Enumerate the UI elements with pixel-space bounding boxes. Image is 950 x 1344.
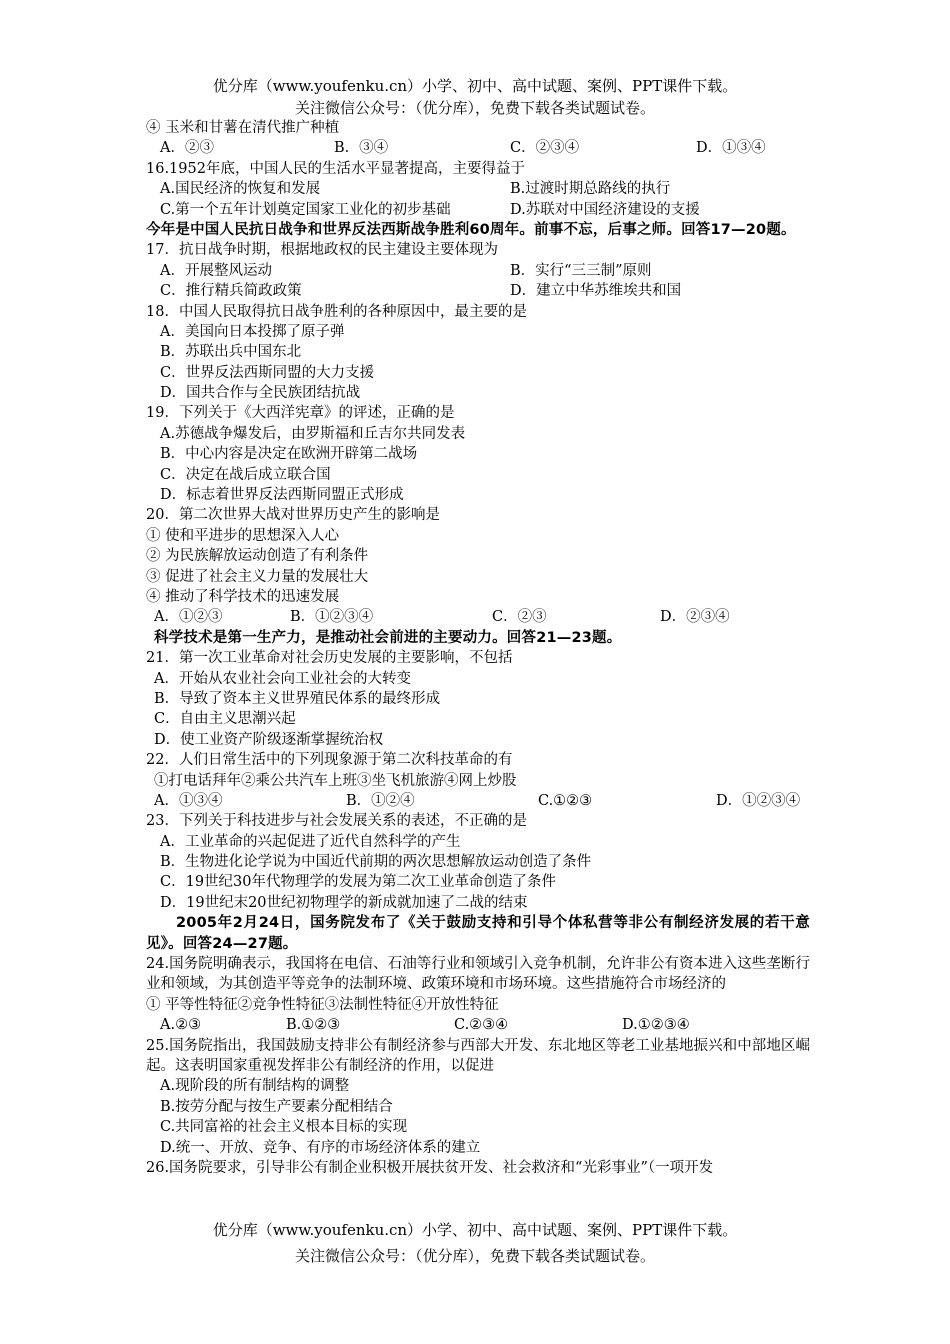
q21-option-c: C．自由主义思潮兴起 — [154, 711, 296, 728]
q20-option-c: C．②③ — [492, 609, 547, 626]
q18-stem: 18．中国人民取得抗日战争胜利的各种原因中，最主要的是 — [146, 303, 527, 320]
q17-option-c: C．推行精兵简政政策 — [160, 283, 302, 300]
q26-stem: 26.国务院要求，引导非公有制企业积极开展扶贫开发、社会救济和“光彩事业”（一项开发 — [146, 1160, 714, 1177]
q25-stem: 25.国务院指出，我国鼓励支持非公有制经济参与西部大开发、东北地区等老工业基地振兴和中部地区崛起。这表明国家重视发挥非公有制经济的作用，以促进 — [146, 1037, 810, 1075]
q20-item-2: ② 为民族解放运动创造了有利条件 — [146, 548, 369, 565]
q20-item-1: ① 使和平进步的思想深入人心 — [146, 527, 340, 544]
header-line-1: 优分库（www.youfenku.cn）小学、初中、高中试题、案例、PPT课件下载。 — [212, 77, 738, 95]
q18-option-d: D．国共合作与全民族团结抗战 — [160, 385, 361, 402]
q15-item-4: ④ 玉米和甘薯在清代推广种植 — [146, 120, 340, 136]
q23-option-a: A．工业革命的兴起促进了近代自然科学的产生 — [160, 833, 461, 850]
intro-17-20: 今年是中国人民抗日战争和世界反法西斯战争胜利60周年。前事不忘，后事之师。回答17—20题。 — [146, 221, 796, 238]
q24-option-a: A.②③ — [160, 1017, 202, 1034]
q22-option-d: D．①②③④ — [716, 792, 801, 809]
q24-items: ① 平等性特征②竞争性特征③法制性特征④开放性特征 — [146, 996, 499, 1013]
q19-stem: 19．下列关于《大西洋宪章》的评述，正确的是 — [146, 405, 455, 422]
exam-body — [146, 118, 810, 1178]
q21-stem: 21．第一次工业革命对社会历史发展的主要影响，不包括 — [146, 650, 513, 667]
q25-option-b: B.按劳分配与按生产要素分配相结合 — [160, 1098, 393, 1115]
q23-option-b: B．生物进化论学说为中国近代前期的两次思想解放运动创造了条件 — [160, 854, 592, 871]
header-line-2: 关注微信公众号：（优分库），免费下载各类试题试卷。 — [294, 99, 655, 117]
q21-option-d: D．使工业资产阶级逐渐掌握统治权 — [154, 731, 384, 748]
q21-option-a: A．开始从农业社会向工业社会的大转变 — [154, 670, 411, 687]
q20-item-3: ③ 促进了社会主义力量的发展壮大 — [146, 568, 369, 585]
q25-option-c: C.共同富裕的社会主义根本目标的实现 — [160, 1119, 408, 1136]
q21-option-b: B．导致了资本主义世界殖民体系的最终形成 — [154, 690, 441, 707]
q16-option-d: D.苏联对中国经济建设的支援 — [510, 201, 700, 218]
q22-option-c: C.①②③ — [538, 792, 593, 809]
q16-option-c: C.第一个五年计划奠定国家工业化的初步基础 — [160, 201, 451, 218]
q15-option-a: A．②③ — [160, 140, 214, 157]
q23-option-d: D．19世纪末20世纪初物理学的新成就加速了二战的结束 — [160, 894, 528, 911]
q20-option-b: B．①②③④ — [290, 609, 374, 626]
q23-option-c: C．19世纪30年代物理学的发展为第二次工业革命创造了条件 — [160, 874, 556, 891]
q22-items: ①打电话拜年②乘公共汽车上班③坐飞机旅游④网上炒股 — [154, 772, 517, 789]
q25-option-a: A.现阶段的所有制结构的调整 — [160, 1078, 350, 1095]
q20-options — [146, 607, 810, 627]
q22-option-a: A．①③④ — [154, 792, 223, 809]
q24-option-b: B.①②③ — [286, 1017, 341, 1034]
q16-option-a: A.国民经济的恢复和发展 — [160, 181, 321, 198]
q17-stem: 17．抗日战争时期，根据地政权的民主建设主要体现为 — [146, 242, 498, 259]
q15-option-d: D．①③④ — [696, 140, 766, 157]
q17-option-b: B．实行“三三制”原则 — [510, 262, 652, 279]
q17-option-a: A．开展整风运动 — [160, 262, 272, 279]
q19-option-b: B．中心内容是决定在欧洲开辟第二战场 — [160, 446, 418, 463]
q19-option-a: A.苏德战争爆发后，由罗斯福和丘吉尔共同发表 — [160, 425, 466, 442]
q24-option-c: C.②③④ — [454, 1017, 509, 1034]
intro-21-23: 科学技术是第一生产力，是推动社会前进的主要动力。回答21—23题。 — [154, 629, 622, 646]
q24-stem: 24.国务院明确表示，我国将在电信、石油等行业和领域引入竞争机制，允许非公有资本进入这些垄断行业和领域，为其创造平等竞争的法制环境、政策环境和市场环境。这些措施符合市场经济的 — [146, 956, 810, 993]
q19-option-c: C．决定在战后成立联合国 — [160, 466, 331, 483]
q15-option-b: B．③④ — [334, 140, 389, 157]
footer-line-1: 优分库（www.youfenku.cn）小学、初中、高中试题、案例、PPT课件下载。 — [212, 1221, 738, 1239]
q16-option-b: B.过渡时期总路线的执行 — [510, 181, 671, 198]
q15-option-c: C．②③④ — [510, 140, 580, 157]
q16-options-row2 — [146, 200, 810, 220]
q20-stem: 20．第二次世界大战对世界历史产生的影响是 — [146, 507, 440, 524]
q18-option-c: C．世界反法西斯同盟的大力支援 — [160, 364, 375, 381]
q22-option-b: B．①②④ — [346, 792, 415, 809]
q22-stem: 22．人们日常生活中的下列现象源于第二次科技革命的有 — [146, 752, 513, 769]
q17-options-row2 — [146, 281, 810, 301]
q20-item-4: ④ 推动了科学技术的迅速发展 — [146, 589, 340, 605]
q16-options-row1 — [146, 179, 810, 199]
q18-option-a: A．美国向日本投掷了原子弹 — [160, 323, 345, 340]
q18-option-b: B．苏联出兵中国东北 — [160, 344, 302, 361]
q20-option-a: A．①②③ — [154, 609, 223, 626]
footer-line-2: 关注微信公众号：（优分库），免费下载各类试题试卷。 — [294, 1247, 655, 1265]
q24-options — [146, 1015, 810, 1035]
q20-option-d: D．②③④ — [660, 609, 730, 626]
q25-option-d: D.统一、开放、竞争、有序的市场经济体系的建立 — [160, 1139, 481, 1156]
q17-option-d: D．建立中华苏维埃共和国 — [510, 283, 682, 300]
q22-options — [146, 791, 810, 811]
q23-stem: 23．下列关于科技进步与社会发展关系的表述，不正确的是 — [146, 813, 527, 830]
q24-option-d: D.①②③④ — [622, 1017, 690, 1034]
intro-24-27: 2005年2月24日，国务院发布了《关于鼓励支持和引导个体私营等非公有制经济发展的若干意见》。回答24—27题。 — [146, 915, 810, 952]
q17-options-row1 — [146, 261, 810, 281]
q15-options — [146, 138, 810, 158]
q16-stem: 16.1952年底，中国人民的生活水平显著提高，主要得益于 — [146, 160, 525, 177]
q19-option-d: D．标志着世界反法西斯同盟正式形成 — [160, 487, 404, 504]
